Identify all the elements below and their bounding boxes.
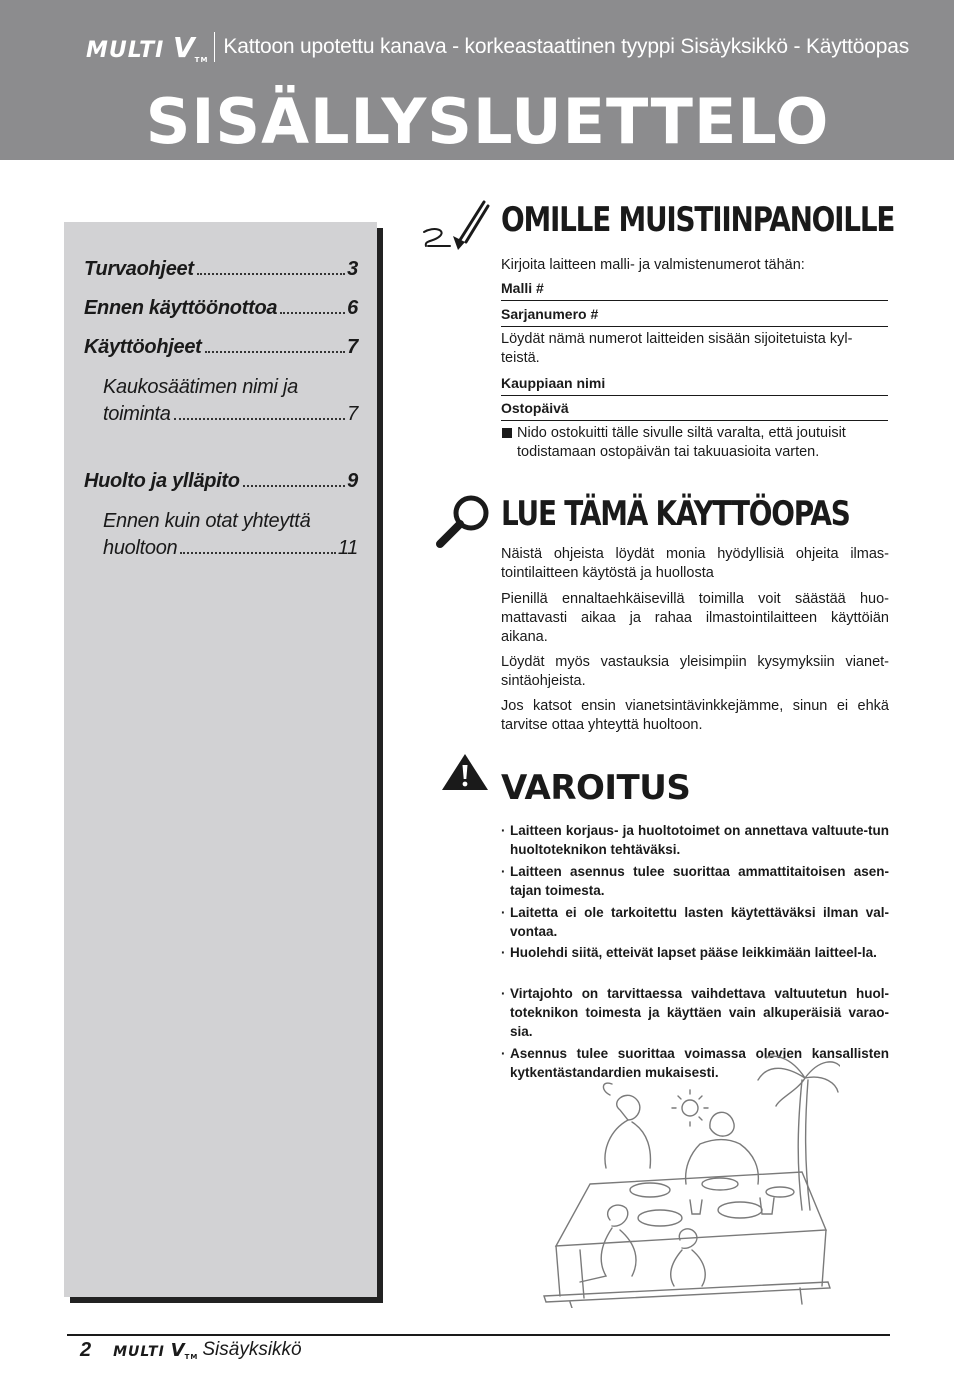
magnifier-icon [434, 492, 494, 550]
purchase-date-field[interactable]: Ostopäivä [501, 400, 888, 421]
warning-item: · Laitetta ei ole tarkoitettu lasten käytettäväksi ilman val-vontaa. [501, 905, 889, 939]
warning-item: · Huolehdi siitä, etteivät lapset pääse leikkimään laitteel-la. [501, 945, 877, 960]
receipt-note: Nido ostokuitti tälle sivulle siltä varalta, että joutuisit todistamaan ostopäivän tai takuuasioita varten. [501, 424, 889, 462]
header-subtitle: Kattoon upotettu kanava - korkeastaattinen tyyppi Sisäyksikkö - Käyttöopas [223, 35, 910, 58]
warning-title: VAROITUS [501, 768, 691, 808]
page-header [0, 0, 954, 160]
read-paragraph-4: Jos katsot ensin vianetsintävinkkejämme, sinun ei ehkä tarvitse ottaa yhteyttä huoltoon. [501, 698, 889, 733]
header-line [86, 30, 909, 64]
table-of-contents [64, 222, 377, 1297]
toc-entry-ennen-kayttoonottoa[interactable]: Ennen käyttöönottoa 6 [84, 297, 358, 319]
toc-entry-turvaohjeet[interactable]: Turvaohjeet 3 [84, 258, 358, 280]
notes-intro: Kirjoita laitteen malli- ja valmistenumerot tähän: [501, 257, 805, 273]
page-number: 2 [80, 1338, 92, 1361]
toc-entry-ennen-kuin[interactable]: huoltoon 11 [103, 537, 358, 559]
dealer-name-field[interactable]: Kauppiaan nimi [501, 375, 888, 396]
warning-triangle-icon [440, 752, 490, 792]
toc-entry-huolto[interactable]: Huolto ja ylläpito 9 [84, 470, 358, 492]
warning-item: · Laitteen asennus tulee suorittaa ammattitaitoisen asen-tajan toimesta. [501, 864, 889, 898]
header-divider [214, 32, 215, 62]
footer-label: Sisäyksikkö [202, 1339, 302, 1360]
pen-icon [420, 196, 490, 252]
toc-entry-ennen-kuin-line1[interactable]: Ennen kuin otat yhteyttä [103, 510, 311, 532]
page-title: SISÄLLYSLUETTELO [145, 85, 830, 158]
picnic-family-illustration [540, 1050, 840, 1308]
serial-number-field[interactable]: Sarjanumero # [501, 306, 888, 327]
warning-item: · Virtajohto on tarvittaessa vaihdettava valtuutetun huol-toteknikon toimesta ja käyttäen vain alkuperäisiä varao-sia. [501, 986, 889, 1039]
square-bullet-icon [502, 428, 512, 438]
toc-entry-kayttoohjeet[interactable]: Käyttöohjeet 7 [84, 336, 358, 358]
read-paragraph-1: Näistä ohjeista löydät monia hyödyllisiä ohjeita ilmas-tointilaitteen käytöstä ja huollosta [501, 546, 889, 581]
toc-entry-kaukosaatin-line1[interactable]: Kaukosäätimen nimi ja [103, 376, 298, 398]
brand-logo: MULTI VTM [86, 30, 209, 64]
toc-entry-kaukosaatin[interactable]: toiminta 7 [103, 403, 358, 425]
read-paragraph-2: Pienillä ennaltaehkäisevillä toimilla voit säästää huo-mattavasti aikaa ja rahaa ilmastointilaitteen käyttöiän aikana. [501, 591, 889, 645]
page-footer [80, 1336, 302, 1364]
model-number-field[interactable]: Malli # [501, 280, 888, 301]
notes-location-text: Löydät nämä numerot laitteiden sisään sijoitetuista kyl-teistä. [501, 331, 853, 366]
read-title: LUE TÄMÄ KÄYTTÖOPAS [501, 494, 850, 534]
footer-brand-logo: MULTI VTM [113, 1339, 199, 1361]
warning-item: · Laitteen korjaus- ja huoltotoimet on annettava valtuute-tun huoltoteknikon tehtäväksi. [501, 823, 889, 857]
read-paragraph-3: Löydät myös vastauksia yleisimpiin kysymyksiin vianet-sintäohjeista. [501, 654, 889, 689]
warning-item: · Asennus tulee suorittaa voimassa olevien kansallisten kytkentästandardien mukaisesti. [501, 1046, 889, 1080]
notes-title: OMILLE MUISTIINPANOILLE [501, 200, 895, 240]
